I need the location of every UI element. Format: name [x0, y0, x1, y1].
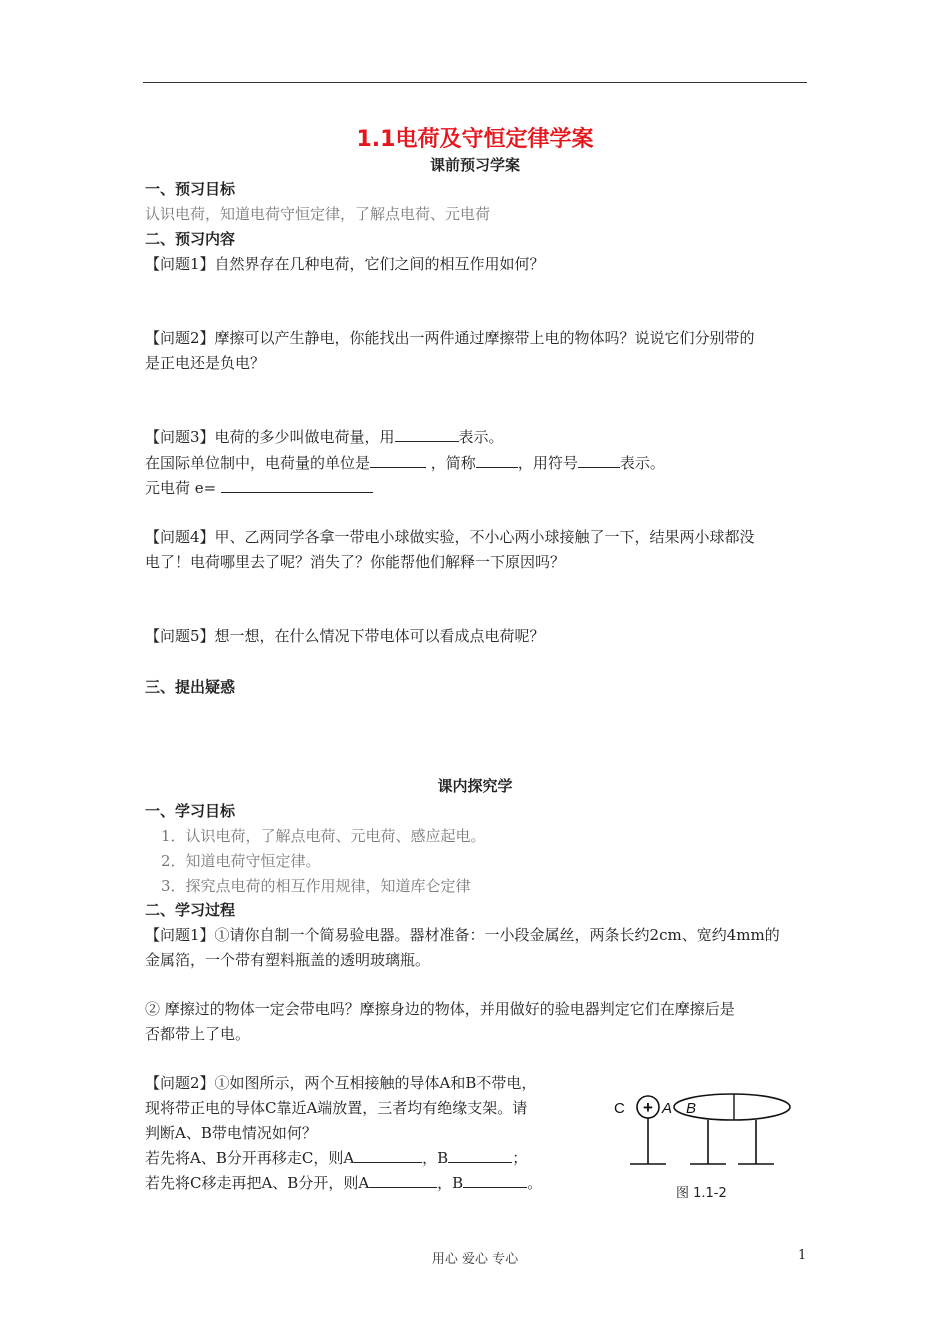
question-4-line2: 电了！电荷哪里去了呢？消失了？你能帮他们解释一下原因吗？: [145, 553, 566, 571]
q2-line4-c: ；: [512, 1149, 528, 1167]
goal-item: 2．知道电荷守恒定律。: [161, 852, 321, 870]
q3-line2-b: ，简称: [430, 454, 476, 472]
process-q1-line2: 金属箔，一个带有塑料瓶盖的透明玻璃瓶。: [145, 951, 431, 969]
question-3-line2: [145, 452, 665, 473]
part1-section2-heading: 二、预习内容: [145, 230, 236, 248]
part2-heading: 课内探究学: [437, 777, 513, 795]
q3-blank-symbol[interactable]: [578, 453, 620, 468]
figure-caption: 图 1.1-2: [676, 1186, 727, 1201]
goal-item: 1．认识电荷，了解点电荷、元电荷、感应起电。: [161, 827, 486, 845]
q2-line4-b: ，B: [422, 1149, 449, 1167]
part2-section1-heading: 一、学习目标: [145, 802, 236, 820]
question-4-line1: 【问题4】甲、乙两同学各拿一带电小球做实验，不小心两小球接触了一下，结果两小球都没: [145, 528, 755, 546]
question-3-line1: [145, 426, 504, 447]
question-5: 【问题5】想一想，在什么情况下带电体可以看成点电荷呢？: [145, 627, 545, 645]
q3-line2-c: ，用符号: [517, 454, 578, 472]
part1-section3-heading: 三、提出疑惑: [145, 678, 236, 696]
process-q1-line1: 【问题1】①请你自制一个简易验电器。器材准备：一小段金属丝，两条长约2cm、宽约4mm的: [145, 926, 780, 944]
q2-line5-a: 若先将C移走再把A、B分开，则A: [145, 1174, 370, 1192]
q3-line3-text: 元电荷 e=: [145, 479, 217, 497]
process-q2-line5: [145, 1172, 542, 1193]
q2-line5-b: ，B: [437, 1174, 464, 1192]
goal-item: 3．探究点电荷的相互作用规律，知道库仑定律: [161, 877, 471, 895]
diagram-label-a: A: [662, 1100, 673, 1117]
process-q2-line1: 【问题2】①如图所示，两个互相接触的导体A和B不带电，: [145, 1074, 537, 1092]
plus-sign: +: [643, 1098, 653, 1117]
question-2-line2: 是正电还是负电？: [145, 354, 266, 372]
q2-line5-c: 。: [527, 1174, 543, 1192]
q3-blank-1[interactable]: [395, 427, 459, 442]
q2-blank-a2[interactable]: [369, 1173, 437, 1188]
q3-blank-elementary-charge[interactable]: [221, 478, 373, 493]
part1-section1-text: 认识电荷，知道电荷守恒定律，了解点电荷、元电荷: [145, 205, 491, 223]
q3-blank-abbr[interactable]: [476, 453, 518, 468]
process-q2-line4: [145, 1147, 527, 1168]
process-q2-line2: 现将带正电的导体C靠近A端放置，三者均有绝缘支架。请: [145, 1099, 528, 1117]
process-q1b-line2: 否都带上了电。: [145, 1025, 251, 1043]
part1-heading: 课前预习学案: [429, 156, 520, 174]
footer-text: 用心 爱心 专心: [431, 1252, 519, 1267]
part2-section2-heading: 二、学习过程: [145, 901, 236, 919]
diagram-label-c: C: [614, 1100, 625, 1117]
question-1: 【问题1】自然界存在几种电荷，它们之间的相互作用如何？: [145, 255, 545, 273]
page-number: 1: [798, 1248, 807, 1263]
q3-line2-d: 表示。: [619, 454, 665, 472]
page-title: 1.1电荷及守恒定律学案: [356, 127, 594, 152]
q3-text-a: 【问题3】电荷的多少叫做电荷量，用: [145, 428, 395, 446]
q3-line2-a: 在国际单位制中，电荷量的单位是: [145, 454, 371, 472]
header-rule: [143, 82, 807, 83]
part1-section1-heading: 一、预习目标: [145, 180, 236, 198]
question-2-line1: 【问题2】摩擦可以产生静电，你能找出一两件通过摩擦带上电的物体吗？说说它们分别带的: [145, 329, 755, 347]
diagram-label-b: B: [686, 1100, 697, 1117]
process-q2-line3: 判断A、B带电情况如何？: [145, 1124, 317, 1142]
process-q1b-line1: ② 摩擦过的物体一定会带电吗？摩擦身边的物体，并用做好的验电器判定它们在摩擦后是: [145, 1000, 735, 1018]
conductor-diagram: [610, 1080, 810, 1180]
q2-line4-a: 若先将A、B分开再移走C，则A: [145, 1149, 355, 1167]
q2-blank-a1[interactable]: [354, 1148, 422, 1163]
question-3-line3: [145, 477, 373, 498]
q2-blank-b1[interactable]: [448, 1148, 512, 1163]
q2-blank-b2[interactable]: [463, 1173, 527, 1188]
q3-blank-unit[interactable]: [370, 453, 426, 468]
q3-text-b: 表示。: [458, 428, 504, 446]
